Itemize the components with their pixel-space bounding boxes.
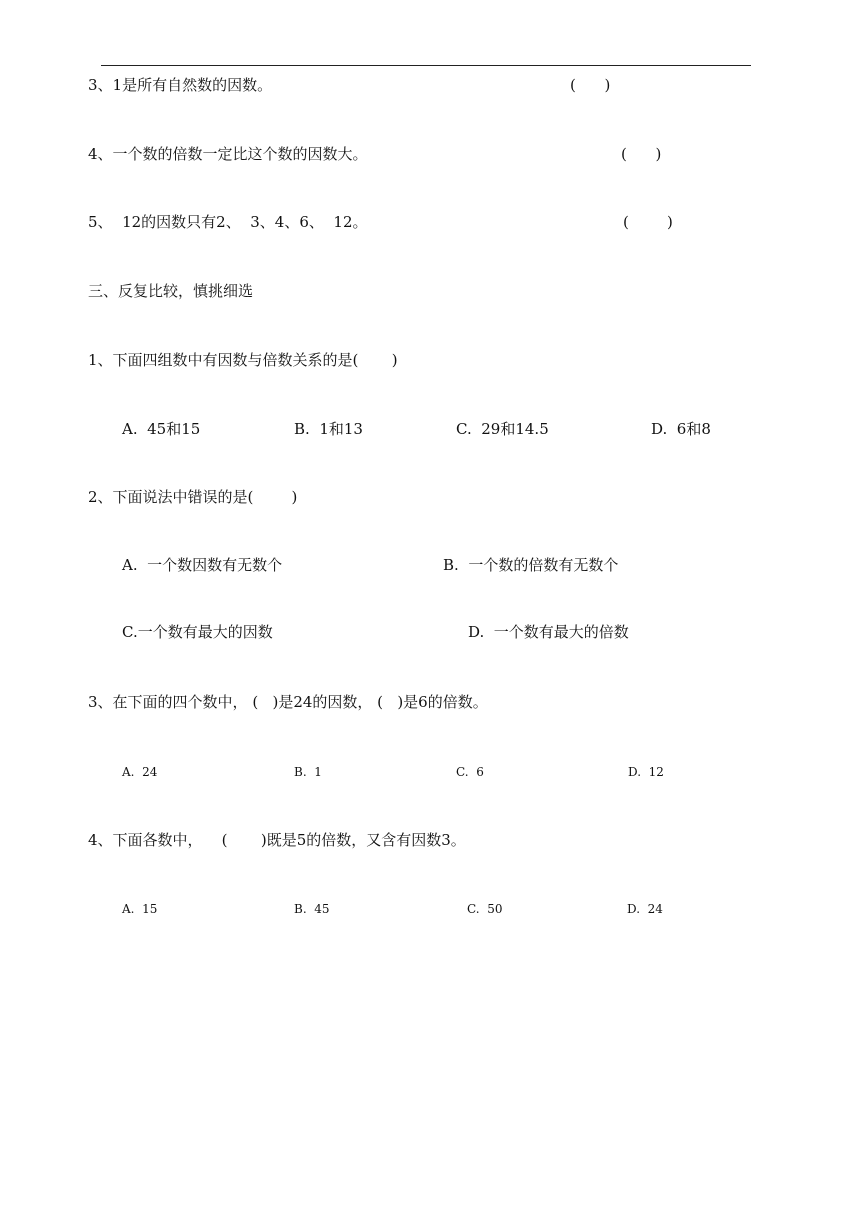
choice-q3-text: 3、在下面的四个数中， ( )是24的因数， ( )是6的倍数。 xyxy=(88,693,488,711)
choice-q2-option-b[interactable]: B. 一个数的倍数有无数个 xyxy=(443,556,619,574)
judge-q5-text: 5、 12的因数只有2、 3、4、6、 12。 xyxy=(88,213,368,231)
section-title: 三、反复比较，慎挑细选 xyxy=(88,282,254,300)
choice-q1-option-d[interactable]: D. 6和8 xyxy=(651,420,711,438)
choice-q3-option-d[interactable]: D. 12 xyxy=(628,765,664,779)
choice-q3-option-a[interactable]: A. 24 xyxy=(122,765,158,779)
choice-q2-option-a[interactable]: A. 一个数因数有无数个 xyxy=(122,556,283,574)
choice-q1-option-a[interactable]: A. 45和15 xyxy=(122,420,201,438)
judge-q3-text: 3、1是所有自然数的因数。 xyxy=(88,76,273,94)
choice-q1-option-b[interactable]: B. 1和13 xyxy=(294,420,363,438)
choice-q1-option-c[interactable]: C. 29和14.5 xyxy=(456,420,549,438)
choice-q3-option-b[interactable]: B. 1 xyxy=(294,765,322,779)
choice-q3-option-c[interactable]: C. 6 xyxy=(456,765,484,779)
choice-q1-text: 1、下面四组数中有因数与倍数关系的是( ) xyxy=(88,351,398,369)
choice-q4-option-c[interactable]: C. 50 xyxy=(467,902,503,916)
choice-q2-option-d[interactable]: D. 一个数有最大的倍数 xyxy=(468,623,629,641)
judge-q3-answer-blank[interactable]: ( ) xyxy=(570,76,611,94)
choice-q4-text: 4、下面各数中， ( )既是5的倍数，又含有因数3。 xyxy=(88,831,466,849)
choice-q4-option-d[interactable]: D. 24 xyxy=(627,902,663,916)
choice-q2-option-c[interactable]: C.一个数有最大的因数 xyxy=(122,623,273,641)
choice-q4-option-b[interactable]: B. 45 xyxy=(294,902,330,916)
header-rule xyxy=(101,65,751,66)
judge-q4-text: 4、一个数的倍数一定比这个数的因数大。 xyxy=(88,145,368,163)
choice-q2-text: 2、下面说法中错误的是( ) xyxy=(88,488,298,506)
judge-q5-answer-blank[interactable]: ( ) xyxy=(623,213,673,231)
choice-q4-option-a[interactable]: A. 15 xyxy=(122,902,158,916)
judge-q4-answer-blank[interactable]: ( ) xyxy=(621,145,662,163)
